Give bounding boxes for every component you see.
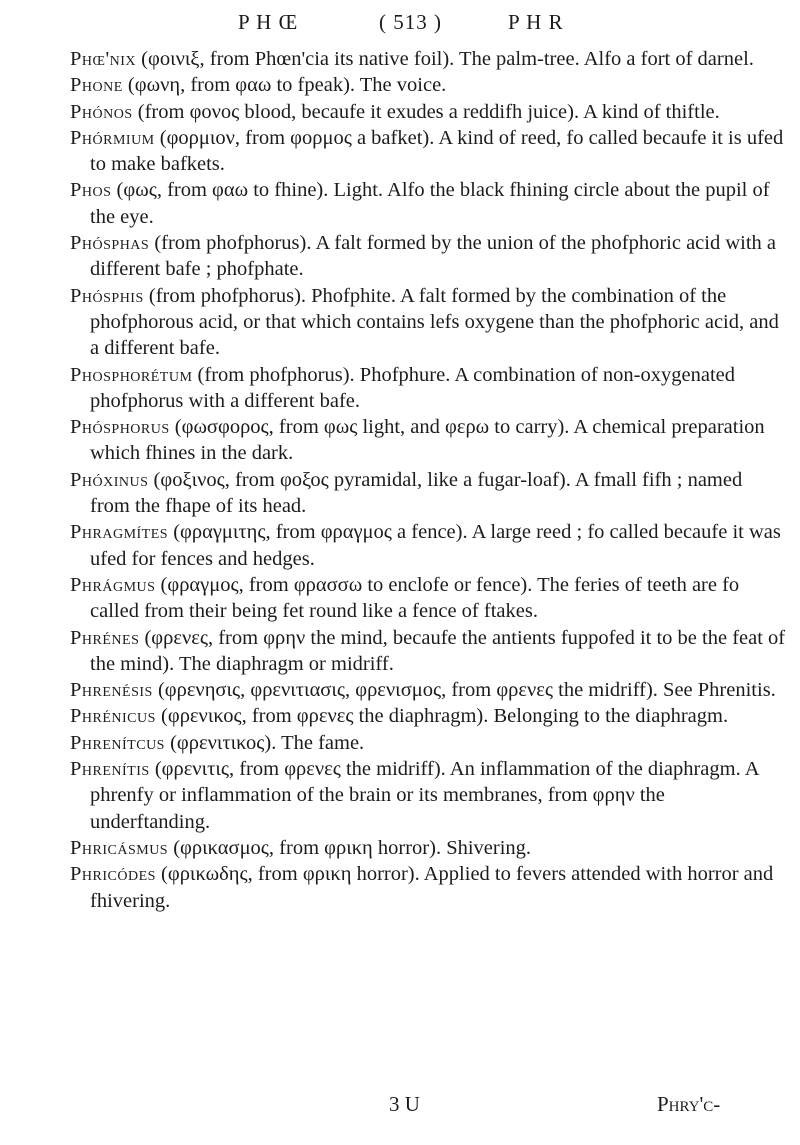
entry-headword: Phragmítes	[70, 521, 169, 544]
entry-text: (φρενησις, φρενιτιασις, φρενισμος, from φρενες the midriff). See Phrenitis.	[152, 679, 776, 702]
entry-text: (φρικασμος, from φρικη horror). Shivering.	[168, 836, 532, 859]
entry	[70, 756, 786, 835]
entry-headword: Phósphis	[70, 284, 144, 307]
entry-headword: Phrénicus	[70, 705, 156, 728]
entry-text: (from phofphorus). A falt formed by the union of the phofphoric acid with a different bafe ; phofphate.	[90, 232, 777, 281]
header-left: P H Œ	[238, 10, 299, 34]
entry-text: (from φονος blood, becaufe it exudes a reddifh juice). A kind of thiftle.	[132, 100, 720, 123]
entry-headword: Phricásmus	[70, 836, 169, 859]
entry-text: (φρικωδης, from φρικη horror). Applied to fevers attended with horror and fhivering.	[90, 863, 774, 912]
entry	[70, 125, 786, 178]
entry-headword: Phone	[70, 74, 123, 97]
entry-text: (from phofphorus). Phofphure. A combination of non-oxygenated phofphorus with a different bafe.	[90, 363, 736, 412]
entry-headword: Phóxinus	[70, 468, 149, 491]
entry	[70, 362, 786, 415]
signature-mark: 3 U	[389, 1092, 420, 1116]
entry	[70, 861, 786, 914]
entry	[70, 283, 786, 362]
entry	[70, 177, 786, 230]
entry-text: (φοξινος, from φοξος pyramidal, like a fugar-loaf). A fmall fifh ; named from the fhape of its head.	[90, 468, 743, 518]
entry-text: (φρενες, from φρην the mind, becaufe the antients fuppofed it to be the feat of the mind). The diaphragm or midriff.	[90, 626, 786, 675]
running-header	[0, 10, 800, 40]
entry-headword: Phórmium	[70, 126, 155, 149]
entry-headword: Phónos	[70, 100, 133, 123]
entry-text: (φορμιον, from φορμος a bafket). A kind of reed, fo called becaufe it is ufed to make bafkets.	[90, 126, 784, 176]
entry-headword: Phrenésis	[70, 679, 153, 702]
entry-text: (φρενιτις, from φρενες the midriff). An inflammation of the diaphragm. A phrenfy or inflammation of the brain or its membranes, from φρην the underftanding.	[90, 758, 759, 833]
entry	[70, 72, 786, 98]
entry-headword: Phósphas	[70, 232, 150, 255]
entry	[70, 572, 786, 625]
entry-text: (φοινιξ, from Phœn'cia its native foil). The palm-tree. Alfo a fort of darnel.	[136, 48, 754, 70]
entry	[70, 835, 786, 861]
entry	[70, 46, 786, 72]
entry-text: (φραγμος, from φρασσω to enclofe or fence). The feries of teeth are fo called from their being fet round like a fence of ftakes.	[90, 573, 740, 623]
entry-headword: Phœ'nix	[70, 48, 137, 70]
entry-headword: Phricódes	[70, 863, 156, 886]
entry-text: (φωσφορος, from φως light, and φερω to carry). A chemical preparation which fhines in the dark.	[90, 416, 765, 465]
entry	[70, 467, 786, 520]
entry-headword: Phosphorétum	[70, 363, 193, 386]
entry-headword: Phrénes	[70, 626, 140, 649]
entry	[70, 414, 786, 467]
entry-text: (φρενιτικος). The fame.	[164, 731, 365, 754]
entry	[70, 230, 786, 283]
entry-text: (φραγμιτης, from φραγμος a fence). A large reed ; fo called becaufe it was ufed for fences and hedges.	[90, 521, 781, 570]
entry	[70, 730, 786, 756]
entry-text: (φωνη, from φαω to fpeak). The voice.	[122, 74, 447, 97]
entry	[70, 625, 786, 678]
entry-text: (φως, from φαω to fhine). Light. Alfo the black fhining circle about the pupil of the eye.	[90, 179, 770, 228]
entry	[70, 519, 786, 572]
page-footer	[0, 1092, 800, 1122]
catchword: Phry'c-	[657, 1092, 721, 1116]
entry	[70, 703, 786, 729]
entry-headword: Phrenítcus	[70, 731, 165, 754]
entry-text: (from phofphorus). Phofphite. A falt formed by the combination of the phofphorous acid, or that which contains lefs oxygene than the phofphoric acid, and a different bafe.	[90, 284, 779, 360]
dictionary-entries	[70, 46, 786, 914]
header-right: P H R	[508, 10, 564, 34]
entry-headword: Phrenítis	[70, 758, 150, 781]
entry-headword: Phos	[70, 179, 112, 202]
entry	[70, 99, 786, 125]
entry	[70, 677, 786, 703]
entry-headword: Phrágmus	[70, 573, 156, 596]
entry-headword: Phósphorus	[70, 416, 170, 439]
page-number: ( 513 )	[379, 10, 442, 34]
entry-text: (φρενικος, from φρενες the diaphragm). Belonging to the diaphragm.	[155, 705, 729, 728]
